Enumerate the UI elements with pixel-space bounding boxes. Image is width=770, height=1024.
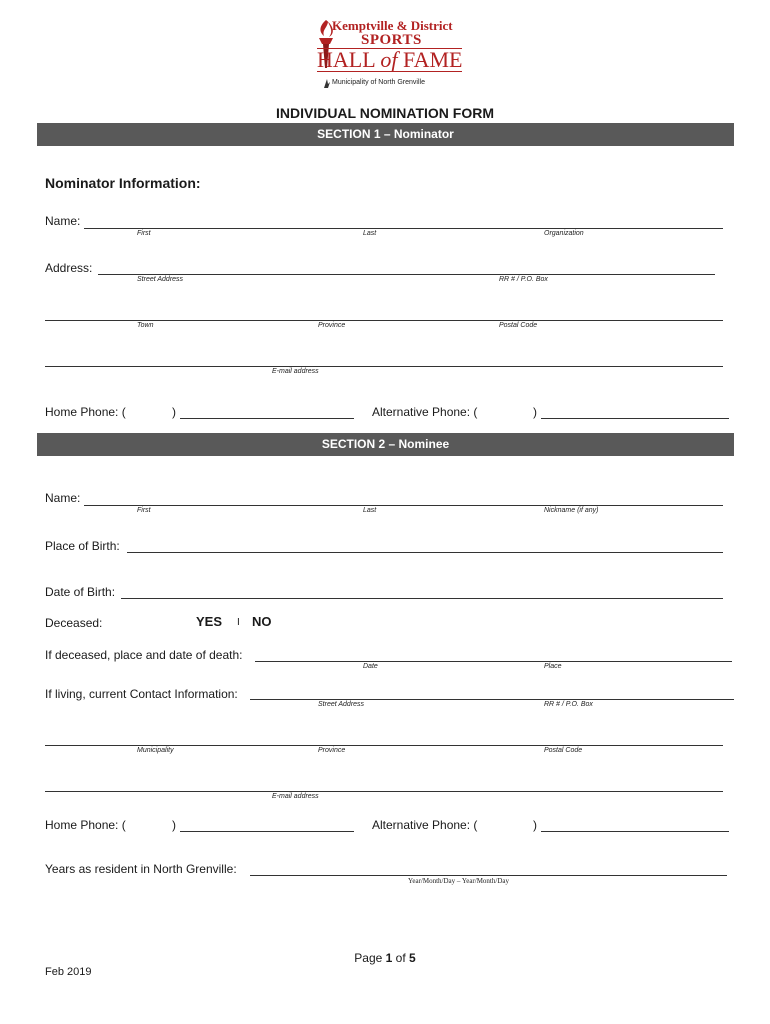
deceased-yes-option[interactable]: YES	[196, 614, 223, 629]
if-living-label: If living, current Contact Information:	[45, 687, 238, 701]
nominee-alt-phone-line	[541, 831, 729, 832]
if-deceased-place-sub: Place	[544, 663, 562, 670]
nominee-home-phone-label: Home Phone: (	[45, 818, 126, 832]
if-deceased-line	[255, 661, 732, 662]
nominator-org-sub: Organization	[544, 230, 584, 237]
page-of: of	[392, 951, 410, 965]
nominator-home-phone-close: )	[172, 405, 176, 419]
nominator-name-line	[84, 228, 723, 229]
nominee-email-field[interactable]	[47, 776, 721, 791]
nominee-name-label: Name:	[45, 491, 81, 505]
if-deceased-date-sub: Date	[363, 663, 378, 670]
nominee-email-line	[45, 791, 723, 792]
logo-hall: HALL	[317, 47, 375, 72]
nominee-first-sub: First	[137, 507, 151, 514]
nominator-alt-phone-field[interactable]	[543, 403, 727, 418]
deceased-separator: I	[237, 617, 240, 628]
page-prefix: Page	[354, 951, 386, 965]
nominator-alt-phone-line	[541, 418, 729, 419]
nominee-name-field[interactable]	[86, 490, 721, 505]
form-title: INDIVIDUAL NOMINATION FORM	[275, 105, 495, 121]
nominator-email-field[interactable]	[47, 351, 721, 366]
trillium-icon	[323, 78, 331, 89]
if-living-street-sub: Street Address	[318, 701, 365, 708]
nominator-street-sub: Street Address	[137, 276, 184, 283]
if-living-rr-sub: RR # / P.O. Box	[544, 701, 593, 708]
date-of-birth-field[interactable]	[123, 583, 721, 598]
years-resident-sub: Year/Month/Day – Year/Month/Day	[408, 877, 509, 885]
nominator-postal-sub: Postal Code	[499, 322, 538, 329]
nominator-address2-line	[45, 320, 723, 321]
place-of-birth-line	[127, 552, 723, 553]
logo-municipality: Municipality of North Grenville	[332, 79, 425, 86]
nominator-address-field[interactable]	[100, 259, 713, 274]
nominator-alt-phone-label: Alternative Phone: (	[372, 405, 478, 419]
nominator-town-sub: Town	[137, 322, 154, 329]
years-resident-field[interactable]	[252, 860, 725, 875]
section1-header: SECTION 1 – Nominator	[37, 123, 734, 146]
nominee-alt-phone-close: )	[533, 818, 537, 832]
logo-line2: SPORTS	[361, 32, 422, 48]
nominee-home-phone-line	[180, 831, 354, 832]
nominator-province-sub: Province	[318, 322, 346, 329]
logo-line3	[317, 48, 462, 72]
date-of-birth-label: Date of Birth:	[45, 585, 116, 599]
nominator-email-sub: E-mail address	[272, 368, 319, 375]
nominator-home-phone-field[interactable]	[182, 403, 352, 418]
footer-date: Feb 2019	[45, 966, 92, 978]
page-current: 1	[385, 951, 393, 965]
if-deceased-label: If deceased, place and date of death:	[45, 648, 243, 662]
place-of-birth-field[interactable]	[129, 537, 721, 552]
nominator-address-line	[98, 274, 715, 275]
logo-line1: Kemptville & District	[332, 18, 453, 33]
if-deceased-field[interactable]	[257, 646, 730, 661]
nominator-address-label: Address:	[45, 261, 93, 275]
nominator-first-sub: First	[137, 230, 151, 237]
nominator-home-phone-line	[180, 418, 354, 419]
nominator-alt-phone-close: )	[533, 405, 537, 419]
if-living-field[interactable]	[252, 684, 732, 699]
nominator-last-sub: Last	[363, 230, 377, 237]
logo-fame: FAME	[402, 47, 463, 72]
place-of-birth-label: Place of Birth:	[45, 539, 120, 553]
nominee-email-sub: E-mail address	[272, 793, 319, 800]
nominee-nickname-sub: Nickname (if any)	[544, 507, 599, 514]
nominee-province-sub: Province	[318, 747, 346, 754]
deceased-label: Deceased:	[45, 616, 103, 630]
nominee-postal-sub: Postal Code	[544, 747, 583, 754]
nominee-home-phone-field[interactable]	[182, 816, 352, 831]
date-of-birth-line	[121, 598, 723, 599]
years-resident-line	[250, 875, 727, 876]
years-resident-label: Years as resident in North Grenville:	[45, 862, 237, 876]
nominator-name-field[interactable]	[86, 213, 721, 228]
nominator-heading: Nominator Information:	[45, 175, 201, 191]
nominee-alt-phone-field[interactable]	[543, 816, 727, 831]
nominator-home-phone-label: Home Phone: (	[45, 405, 126, 419]
nominator-email-line	[45, 366, 723, 367]
logo	[315, 18, 463, 93]
nominee-municipality-sub: Municipality	[137, 747, 174, 754]
section2-header: SECTION 2 – Nominee	[37, 433, 734, 456]
nominee-address2-line	[45, 745, 723, 746]
deceased-no-option[interactable]: NO	[252, 614, 272, 629]
nominator-name-label: Name:	[45, 214, 81, 228]
nominee-alt-phone-label: Alternative Phone: (	[372, 818, 478, 832]
logo-of: of	[380, 47, 398, 72]
nominator-rr-sub: RR # / P.O. Box	[499, 276, 548, 283]
page-total: 5	[409, 951, 416, 965]
page-number	[0, 951, 770, 965]
nominee-last-sub: Last	[363, 507, 377, 514]
nominee-name-line	[84, 505, 723, 506]
nominator-address2-field[interactable]	[47, 305, 721, 320]
if-living-line	[250, 699, 734, 700]
nominee-address2-field[interactable]	[47, 730, 721, 745]
nominee-home-phone-close: )	[172, 818, 176, 832]
